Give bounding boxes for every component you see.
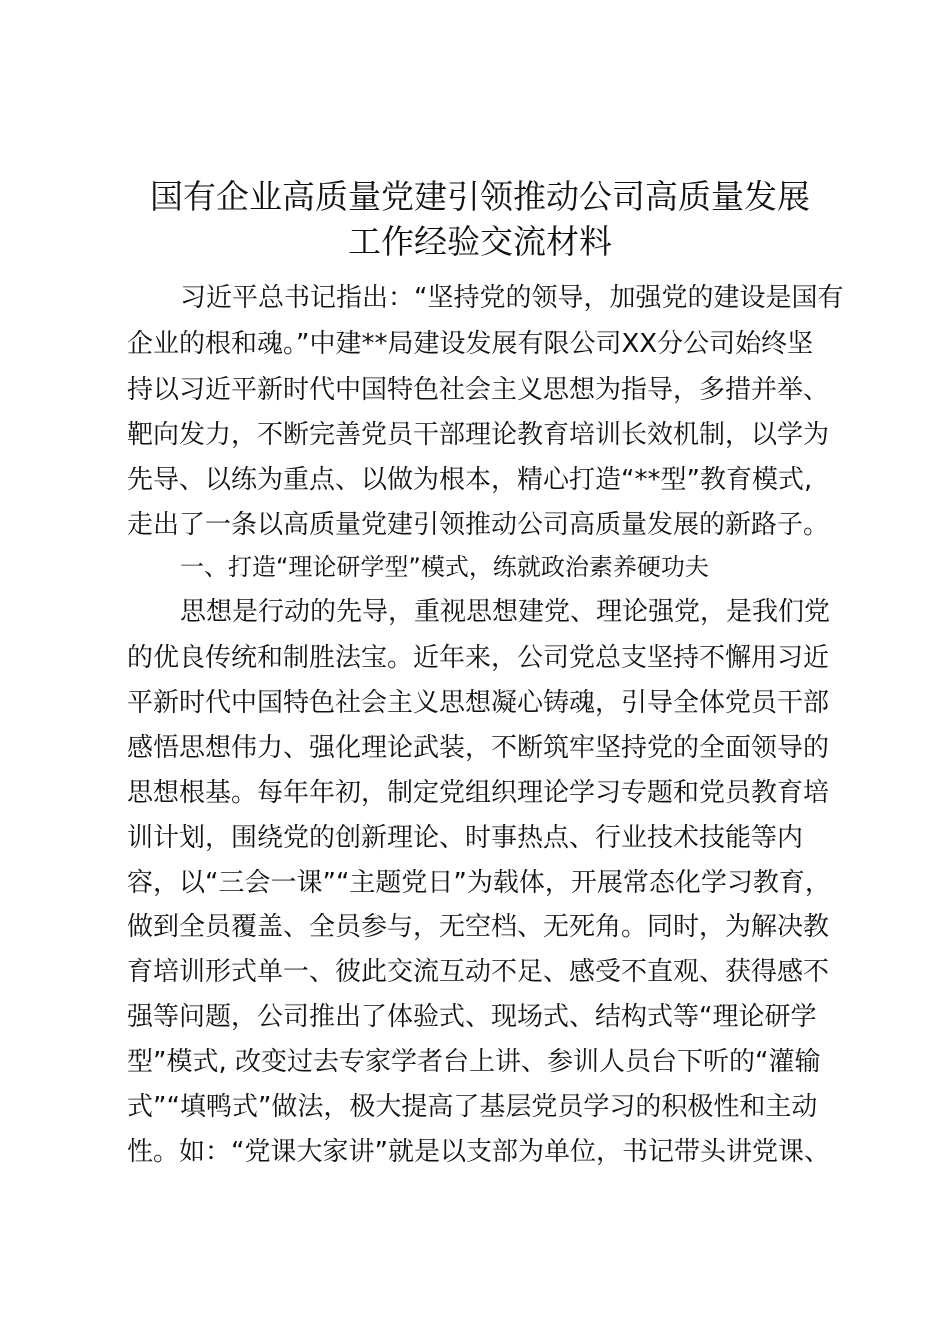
- paragraph-line: 走出了一条以高质量党建引领推动公司高质量发展的新路子。: [127, 510, 830, 540]
- paragraph-line: 思想是行动的先导，重视思想建党、理论强党，是我们党: [180, 597, 831, 627]
- document-title-line-2: 工作经验交流材料: [348, 222, 612, 261]
- paragraph-line: 企业的根和魂。”中建**局建设发展有限公司XX分公司始终坚: [127, 329, 814, 359]
- paragraph-line: 容，以“三会一课”“主题党日”为载体，开展常态化学习教育，: [127, 868, 831, 898]
- paragraph-line: 训计划，围绕党的创新理论、时事热点、行业技术技能等内: [127, 823, 804, 853]
- paragraph-line: 持以习近平新时代中国特色社会主义思想为指导，多措并举、: [127, 375, 830, 405]
- paragraph-line: 先导、以练为重点、以做为根本，精心打造“**型”教育模式,: [127, 465, 813, 495]
- document-title-line-1: 国有企业高质量党建引领推动公司高质量发展: [150, 177, 810, 216]
- paragraph-line: 靶向发力，不断完善党员干部理论教育培训长效机制，以学为: [127, 420, 830, 450]
- paragraph-line: 习近平总书记指出：“坚持党的领导，加强党的建设是国有: [180, 283, 844, 313]
- paragraph-line: 式”“填鸭式”做法，极大提高了基层党员学习的积极性和主动: [127, 1092, 818, 1122]
- paragraph-line: 思想根基。每年年初，制定党组织理论学习专题和党员教育培: [127, 778, 830, 808]
- paragraph-line: 性。如：“党课大家讲”就是以支部为单位，书记带头讲党课、: [127, 1137, 830, 1167]
- section-heading: 一、打造“理论研学型”模式，练就政治素养硬功夫: [180, 553, 709, 581]
- paragraph-line: 强等问题，公司推出了体验式、现场式、结构式等“理论研学: [127, 1002, 817, 1032]
- paragraph-line: 平新时代中国特色社会主义思想凝心铸魂，引导全体党员干部: [127, 688, 830, 718]
- paragraph-line: 型”模式, 改变过去专家学者台上讲、参训人员台下听的“灌输: [127, 1047, 821, 1077]
- paragraph-line: 育培训形式单一、彼此交流互动不足、感受不直观、获得感不: [127, 957, 830, 987]
- paragraph-line: 感悟思想伟力、强化理论武装，不断筑牢坚持党的全面领导的: [127, 733, 830, 763]
- paragraph-line: 的优良传统和制胜法宝。近年来，公司党总支坚持不懈用习近: [127, 643, 830, 673]
- paragraph-line: 做到全员覆盖、全员参与，无空档、无死角。同时，为解决教: [127, 912, 830, 942]
